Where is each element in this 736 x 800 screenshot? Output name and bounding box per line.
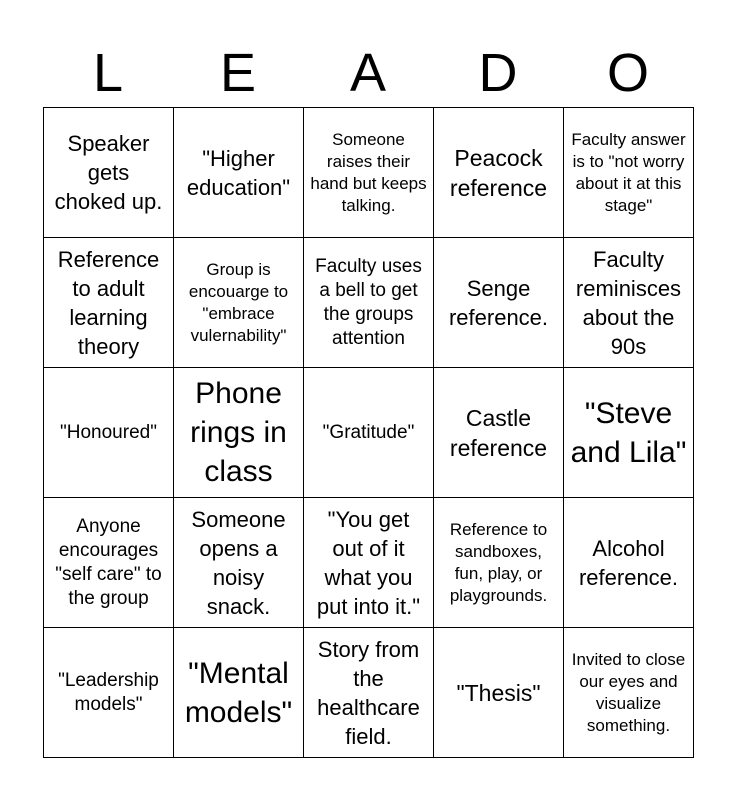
- bingo-cell[interactable]: [434, 238, 564, 368]
- cell-text: "Honoured": [60, 421, 157, 443]
- bingo-cell[interactable]: [434, 368, 564, 498]
- cell-text: Alcohol reference.: [578, 535, 679, 590]
- cell-text: "Leadership models": [58, 669, 159, 715]
- bingo-cell[interactable]: [434, 628, 564, 758]
- header-letter-d: D: [478, 43, 518, 103]
- cell-text: Castle reference: [449, 404, 548, 461]
- bingo-cell[interactable]: [174, 498, 304, 628]
- cell-text: "Steve and Lila": [570, 396, 687, 469]
- cell-text: Anyone encourages "self care" to the group: [55, 515, 162, 609]
- cell-text: "Mental models": [184, 656, 293, 729]
- bingo-cell[interactable]: [44, 238, 174, 368]
- cell-text: Reference to adult learning theory: [57, 246, 160, 359]
- cell-text: Story from the healthcare field.: [317, 636, 420, 749]
- bingo-cell[interactable]: [174, 238, 304, 368]
- header-letter-e: E: [219, 43, 257, 103]
- header-letter-a: A: [349, 43, 387, 103]
- cell-text: "Gratitude": [322, 421, 415, 443]
- cell-text: Invited to close our eyes and visualize something.: [571, 649, 686, 735]
- cell-text: "Thesis": [456, 679, 541, 706]
- header-letter-o: O: [606, 43, 649, 103]
- cell-text: Reference to sandboxes, fun, play, or playgrounds.: [449, 519, 548, 605]
- bingo-cell[interactable]: [304, 108, 434, 238]
- bingo-cell[interactable]: [304, 238, 434, 368]
- bingo-cell[interactable]: [44, 108, 174, 238]
- cell-text: Someone opens a noisy snack.: [191, 506, 286, 619]
- bingo-cell[interactable]: [304, 498, 434, 628]
- cell-text: "Higher education": [186, 145, 291, 200]
- cell-text: Phone rings in class: [190, 377, 287, 488]
- cell-text: Faculty answer is to "not worry about it at this stage": [571, 129, 686, 215]
- bingo-cell[interactable]: [174, 108, 304, 238]
- cell-text: Group is encouarge to "embrace vulernability": [188, 259, 289, 345]
- bingo-cell[interactable]: [44, 498, 174, 628]
- bingo-cell[interactable]: [304, 628, 434, 758]
- cell-text: Faculty uses a bell to get the groups attention: [315, 255, 422, 349]
- cell-text: "You get out of it what you put into it.": [316, 506, 421, 619]
- bingo-cell[interactable]: [44, 628, 174, 758]
- cell-text: Senge reference.: [448, 275, 549, 330]
- bingo-cell[interactable]: [564, 628, 694, 758]
- bingo-cell[interactable]: [44, 368, 174, 498]
- bingo-cell[interactable]: [434, 108, 564, 238]
- cell-text: Faculty reminisces about the 90s: [575, 246, 682, 359]
- bingo-cell[interactable]: [304, 368, 434, 498]
- bingo-cell[interactable]: [564, 498, 694, 628]
- bingo-cell[interactable]: [174, 628, 304, 758]
- bingo-board: [43, 107, 694, 758]
- bingo-cell[interactable]: [564, 108, 694, 238]
- header-letter-l: L: [92, 43, 124, 103]
- bingo-cell[interactable]: [434, 498, 564, 628]
- bingo-cell[interactable]: [564, 368, 694, 498]
- cell-text: Someone raises their hand but keeps talking.: [310, 129, 427, 215]
- bingo-cell[interactable]: [174, 368, 304, 498]
- bingo-header: [43, 40, 693, 106]
- cell-text: Speaker gets choked up.: [54, 131, 163, 214]
- cell-text: Peacock reference: [449, 144, 548, 201]
- bingo-cell[interactable]: [564, 238, 694, 368]
